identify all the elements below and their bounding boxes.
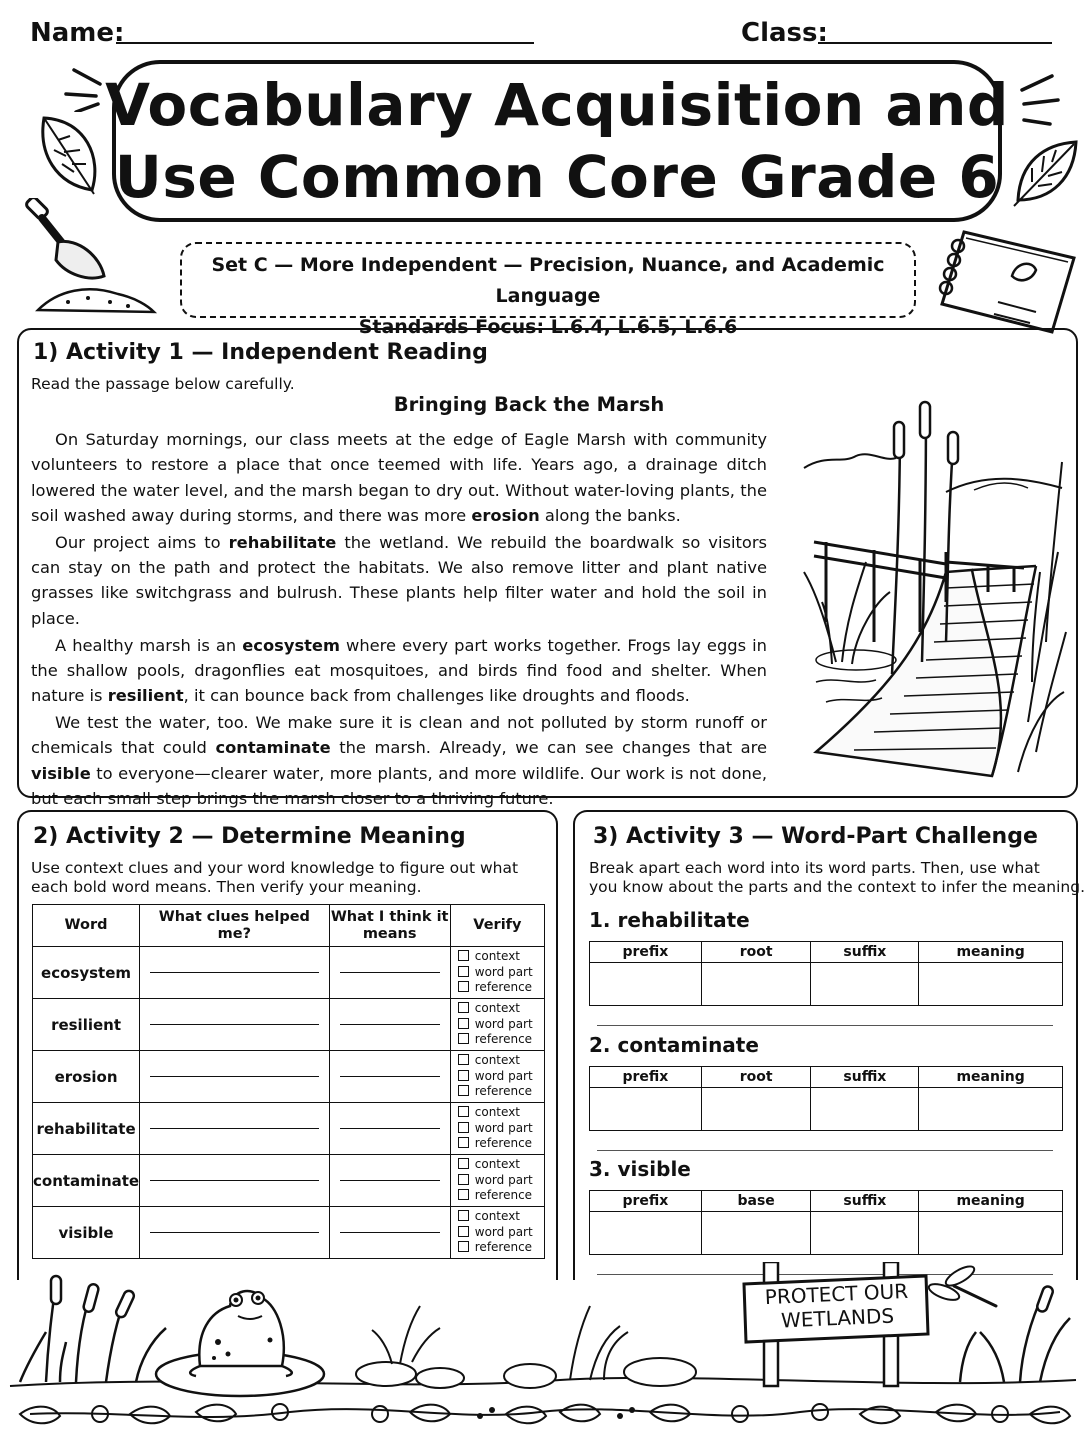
col-header-verify: Verify (450, 905, 544, 947)
verify-option-label: reference (474, 1136, 533, 1151)
activity3-instructions-2: you know about the parts and the context to infer the meaning. (589, 878, 1086, 896)
activity3-instructions-1: Break apart each word into its word parts. Then, use what (589, 859, 1040, 877)
word-part-answer-cell[interactable] (811, 1088, 919, 1131)
checkbox-icon[interactable] (458, 1033, 469, 1044)
checkbox-icon[interactable] (458, 1189, 469, 1200)
verify-option[interactable] (458, 1053, 544, 1069)
meaning-answer-field[interactable] (329, 1103, 450, 1155)
leaf-icon (36, 110, 104, 196)
sparkle-lines-right-icon (1012, 70, 1072, 130)
clues-answer-field[interactable] (140, 1051, 329, 1103)
word-part-answer-cell[interactable] (919, 1088, 1063, 1131)
passage-text: along the banks. (539, 505, 681, 525)
word-part-item-label: 2. contaminate (589, 1033, 759, 1057)
word-part-answer-cell[interactable] (590, 1212, 702, 1255)
standards-focus: Standards Focus: L.6.4, L.6.5, L.6.6 (358, 316, 738, 338)
verify-option[interactable] (458, 1188, 544, 1204)
clues-answer-field[interactable] (140, 999, 329, 1051)
passage-text: to everyone—clearer water, more plants, and more wildlife. Our work is not done, but each small step brings the marsh closer to a thriving future. (31, 763, 767, 808)
activity2-instructions-2: each bold word means. Then verify your meaning. (31, 878, 422, 896)
word-part-item-label: 3. visible (589, 1157, 691, 1181)
vocab-word: erosion (471, 505, 540, 525)
sign-line1: PROTECT OUR (764, 1278, 909, 1310)
verify-option[interactable] (458, 1105, 544, 1121)
name-field[interactable] (116, 42, 534, 44)
word-part-column-header: base (701, 1191, 811, 1212)
verify-option[interactable] (458, 1209, 544, 1225)
word-part-column-header: root (701, 1067, 811, 1088)
verify-option[interactable] (458, 1136, 544, 1152)
verify-option-label: word part (474, 1224, 533, 1239)
word-part-table (589, 1066, 1063, 1131)
verify-option-label: word part (474, 1016, 533, 1031)
vocab-word: visible (31, 763, 91, 783)
checkbox-icon[interactable] (458, 1106, 469, 1117)
verify-option[interactable] (458, 1157, 544, 1173)
vocab-word-cell: rehabilitate (33, 1103, 140, 1155)
vocab-word: contaminate (215, 738, 331, 758)
checkbox-icon[interactable] (458, 981, 469, 992)
word-part-answer-cell[interactable] (701, 1212, 811, 1255)
verify-option[interactable] (458, 1069, 544, 1085)
verify-option[interactable] (458, 1032, 544, 1048)
clues-answer-field[interactable] (140, 1155, 329, 1207)
clues-answer-field[interactable] (140, 1207, 329, 1259)
meaning-table (32, 904, 545, 1259)
checkbox-icon[interactable] (458, 966, 469, 977)
checkbox-icon[interactable] (458, 1085, 469, 1096)
meaning-answer-field[interactable] (329, 1207, 450, 1259)
passage-text: Our project aims to (55, 532, 229, 552)
meaning-table-header (33, 905, 545, 947)
verify-option[interactable] (458, 1121, 544, 1137)
verify-option-label: word part (474, 964, 533, 979)
reading-passage (31, 427, 767, 813)
checkbox-icon[interactable] (458, 1070, 469, 1081)
answer-line (340, 972, 440, 973)
word-part-column-header: suffix (811, 1067, 919, 1088)
verify-option[interactable] (458, 949, 544, 965)
passage-paragraph (31, 530, 767, 631)
page-title-line1: Vocabulary Acquisition and (105, 71, 1009, 139)
table-row (33, 1155, 545, 1207)
passage-paragraph (31, 710, 767, 811)
meaning-answer-field[interactable] (329, 1051, 450, 1103)
word-part-answer-cell[interactable] (590, 963, 702, 1006)
vocab-word-cell: visible (33, 1207, 140, 1259)
verify-option[interactable] (458, 1240, 544, 1256)
verify-options (450, 1103, 544, 1155)
sparkle-lines-left-icon (60, 62, 120, 112)
verify-option-label: word part (474, 1068, 533, 1083)
passage-text: the marsh. Already, we can see changes that are (330, 738, 767, 758)
vocab-word-cell: erosion (33, 1051, 140, 1103)
word-part-column-header: prefix (590, 942, 702, 963)
word-part-column-header: suffix (811, 1191, 919, 1212)
vocab-word-cell: contaminate (33, 1155, 140, 1207)
verify-option-label: reference (474, 980, 533, 995)
word-part-answer-cell[interactable] (701, 1088, 811, 1131)
verify-options (450, 947, 544, 999)
verify-option-label: context (474, 1105, 520, 1120)
word-part-answer-cell[interactable] (701, 963, 811, 1006)
protect-wetlands-sign (749, 1278, 925, 1334)
verify-option-label: reference (474, 1032, 533, 1047)
verify-option-label: word part (474, 1120, 533, 1135)
class-field[interactable] (818, 42, 1052, 44)
verify-options (450, 1155, 544, 1207)
word-part-column-header: prefix (590, 1067, 702, 1088)
verify-option-label: reference (474, 1084, 533, 1099)
word-part-column-header: prefix (590, 1191, 702, 1212)
verify-option-label: reference (474, 1188, 533, 1203)
meaning-answer-field[interactable] (329, 947, 450, 999)
passage-text: the wetland. We rebuild the boardwalk so visitors can stay on the path and protect the habitats. We also remove litter and plant native grasses like switchgrass and bulrush. These plants help filter water and hold the soil in place. (31, 532, 767, 628)
table-row (33, 1207, 545, 1259)
checkbox-icon[interactable] (458, 1137, 469, 1148)
col-header-meaning: What I think it means (329, 905, 450, 947)
vocab-word: ecosystem (242, 635, 340, 655)
vocab-word: resilient (107, 686, 184, 706)
writing-line[interactable] (597, 1150, 1053, 1151)
title-banner (105, 60, 1009, 222)
vocab-word-cell: ecosystem (33, 947, 140, 999)
word-part-table (589, 1190, 1063, 1255)
word-part-answer-cell[interactable] (811, 1212, 919, 1255)
activity2-heading: 2) Activity 2 — Determine Meaning (33, 824, 466, 849)
verify-options (450, 999, 544, 1051)
sign-line2: WETLANDS (780, 1303, 895, 1333)
word-part-answer-cell[interactable] (919, 963, 1063, 1006)
verify-option[interactable] (458, 1001, 544, 1017)
writing-line[interactable] (597, 1025, 1053, 1026)
activity1-heading: 1) Activity 1 — Independent Reading (33, 340, 488, 365)
checkbox-icon[interactable] (458, 1241, 469, 1252)
answer-line (150, 1232, 318, 1233)
word-part-column-header: meaning (919, 1191, 1063, 1212)
page-title-line2: Use Common Core Grade 6 (114, 143, 1000, 211)
checkbox-icon[interactable] (458, 1002, 469, 1013)
verify-option-label: reference (474, 1240, 533, 1255)
word-part-table (589, 941, 1063, 1006)
passage-paragraph (31, 633, 767, 709)
word-part-column-header: root (701, 942, 811, 963)
name-label: Name: (30, 18, 125, 48)
table-row (33, 1051, 545, 1103)
checkbox-icon[interactable] (458, 1054, 469, 1065)
passage-title: Bringing Back the Marsh (393, 393, 665, 416)
passage-text: On Saturday mornings, our class meets at the edge of Eagle Marsh with community volunteers to restore a place that once teemed with life. Years ago, a drainage ditch lowered the water level, and the marsh began to dry out. Without water-loving plants, the soil washed away during storms, and there was more (31, 430, 767, 525)
answer-line (150, 1180, 318, 1181)
verify-option[interactable] (458, 1084, 544, 1100)
verify-option-label: word part (474, 1172, 533, 1187)
checkbox-icon[interactable] (458, 1158, 469, 1169)
checkbox-icon[interactable] (458, 1174, 469, 1185)
set-info-box (180, 242, 916, 338)
answer-line (340, 1024, 440, 1025)
verify-options (450, 1051, 544, 1103)
passage-text: where every part works together. Frogs lay eggs in the shallow pools, dragonflies eat mosquitoes, and birds find food and shelter. When nature is (31, 635, 767, 706)
clues-answer-field[interactable] (140, 1103, 329, 1155)
table-row (33, 1103, 545, 1155)
meaning-answer-field[interactable] (329, 1155, 450, 1207)
answer-line (150, 1076, 318, 1077)
verify-option-label: context (474, 1209, 520, 1224)
clues-answer-field[interactable] (140, 947, 329, 999)
leaf-right-icon (1010, 138, 1080, 208)
verify-option-label: context (474, 1001, 520, 1016)
passage-text: A healthy marsh is an (55, 635, 243, 655)
answer-line (340, 1180, 440, 1181)
verify-option-label: context (474, 1053, 520, 1068)
meaning-answer-field[interactable] (329, 999, 450, 1051)
verify-option[interactable] (458, 1017, 544, 1033)
answer-line (340, 1128, 440, 1129)
verify-option[interactable] (458, 980, 544, 996)
activity2-instructions-1: Use context clues and your word knowledge to figure out what (31, 859, 519, 877)
activity3-heading: 3) Activity 3 — Word-Part Challenge (593, 824, 1038, 849)
verify-options (450, 1207, 544, 1259)
word-part-answer-cell[interactable] (919, 1212, 1063, 1255)
trowel-icon (18, 198, 158, 316)
word-part-column-header: suffix (811, 942, 919, 963)
vocab-word-cell: resilient (33, 999, 140, 1051)
activity1-instructions: Read the passage below carefully. (31, 375, 295, 393)
checkbox-icon[interactable] (458, 1018, 469, 1029)
class-label: Class: (741, 18, 828, 48)
notebook-icon (936, 224, 1082, 336)
table-row (33, 947, 545, 999)
passage-text: We test the water, too. We make sure it is clean and not polluted by storm runoff or chemicals that could (31, 713, 767, 758)
passage-paragraph (31, 427, 767, 528)
marsh-boardwalk-illustration (796, 392, 1068, 784)
word-part-answer-cell[interactable] (811, 963, 919, 1006)
word-part-item-label: 1. rehabilitate (589, 908, 750, 932)
word-part-answer-cell[interactable] (590, 1088, 702, 1131)
col-header-word: Word (33, 905, 140, 947)
answer-line (150, 1024, 318, 1025)
checkbox-icon[interactable] (458, 1122, 469, 1133)
verify-option-label: context (474, 949, 520, 964)
checkbox-icon[interactable] (458, 1210, 469, 1221)
verify-option[interactable] (458, 1173, 544, 1189)
verify-option[interactable] (458, 965, 544, 981)
checkbox-icon[interactable] (458, 1226, 469, 1237)
vocab-word: rehabilitate (228, 532, 337, 552)
word-part-column-header: meaning (919, 942, 1063, 963)
col-header-clues: What clues helped me? (140, 905, 329, 947)
answer-line (150, 1128, 318, 1129)
answer-line (340, 1232, 440, 1233)
verify-option[interactable] (458, 1225, 544, 1241)
verify-option-label: context (474, 1157, 520, 1172)
table-row (33, 999, 545, 1051)
answer-line (150, 972, 318, 973)
checkbox-icon[interactable] (458, 950, 469, 961)
word-part-column-header: meaning (919, 1067, 1063, 1088)
answer-line (340, 1076, 440, 1077)
passage-text: , it can bounce back from challenges like droughts and floods. (183, 686, 690, 706)
set-description: Set C — More Independent — Precision, Nuance, and Academic Language (211, 254, 885, 307)
